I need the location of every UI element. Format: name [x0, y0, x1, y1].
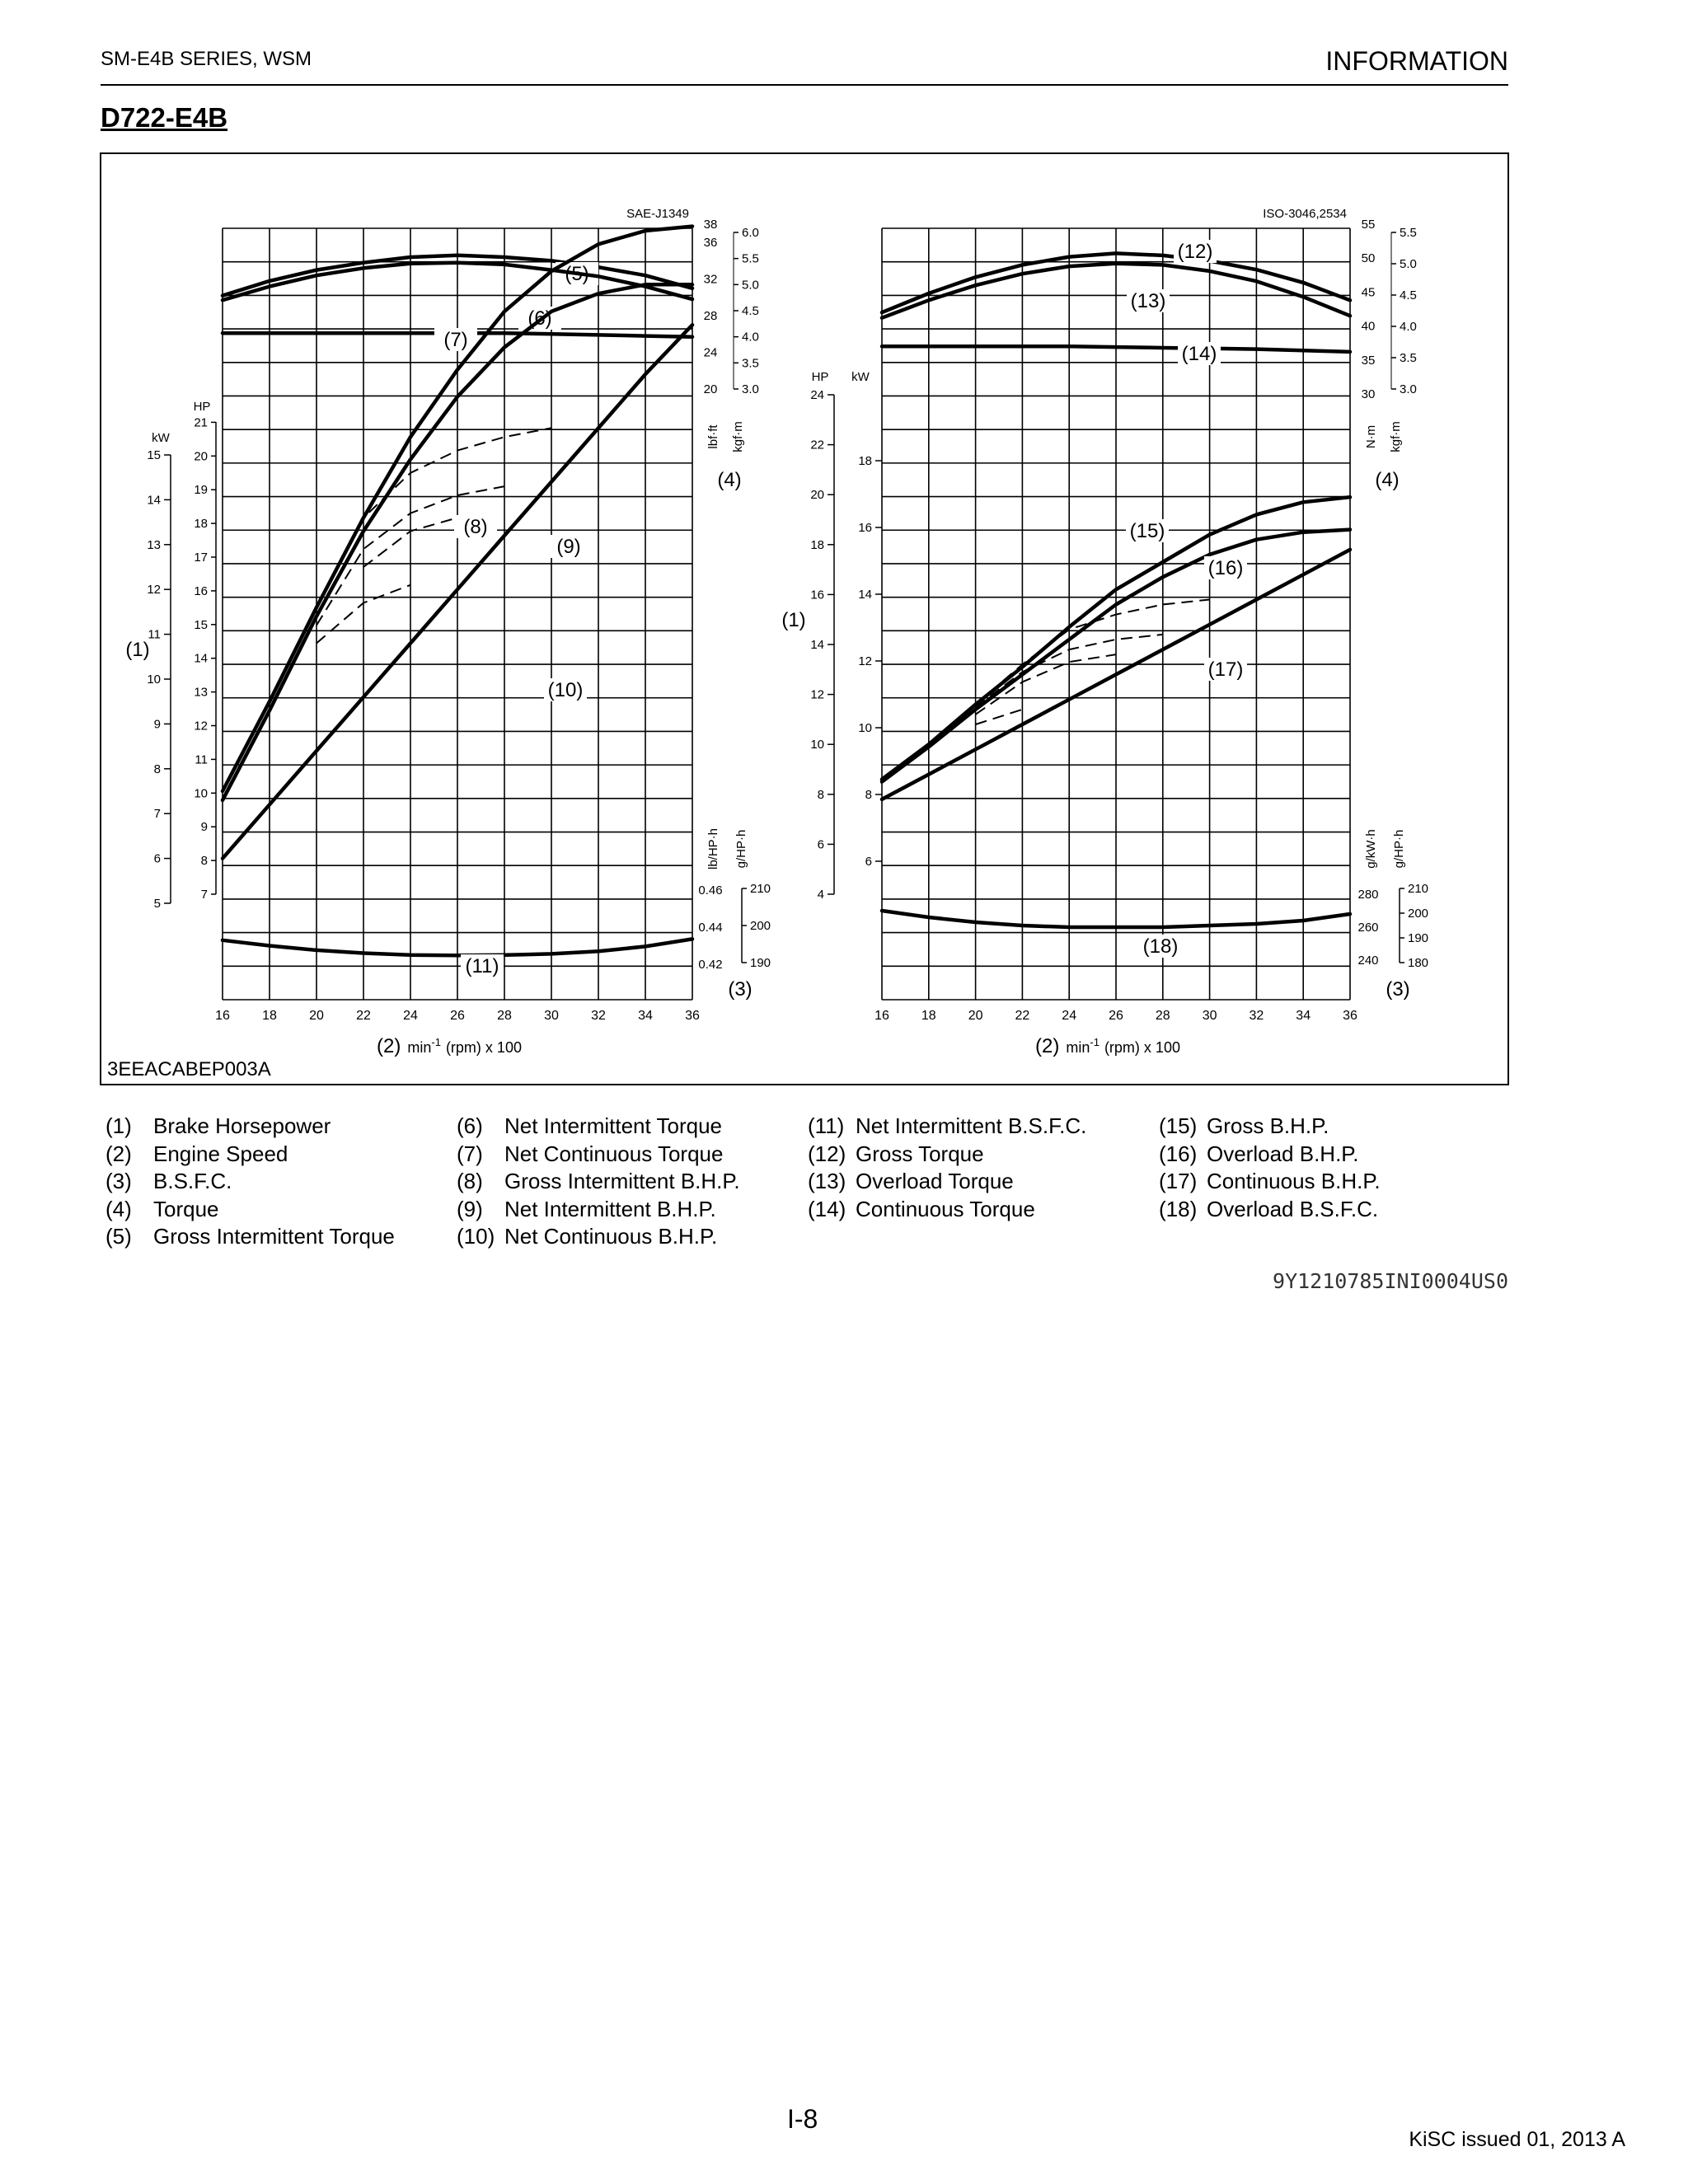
legend-item-label: Continuous B.H.P.: [1207, 1169, 1381, 1193]
torque-tick-label-secondary: 4.0: [1400, 320, 1417, 334]
hp-tick-label: 19: [194, 483, 208, 498]
bsfc-unit-primary: lb/HP·h: [706, 827, 720, 870]
series-label: (18): [1142, 935, 1179, 958]
hp-tick-label: 17: [194, 551, 208, 565]
bsfc-tick-label: 240: [1357, 954, 1379, 968]
torque-tick-label-secondary: 5.0: [742, 278, 759, 293]
series-label: (12): [1177, 241, 1213, 263]
legend-item-number: (7): [457, 1141, 483, 1166]
torque-tick-label: 32: [703, 272, 718, 287]
hp-tick-label: 13: [194, 685, 208, 700]
legend-item-number: (14): [808, 1196, 846, 1221]
hp-tick-label: 16: [194, 583, 208, 598]
x-tick-label: 22: [1015, 1009, 1030, 1023]
power-unit-kw: kW: [851, 370, 870, 384]
legend-item: [106, 1141, 395, 1169]
legend-item-label: Continuous Torque: [856, 1196, 1035, 1221]
bsfc-unit-secondary: g/HP·h: [1392, 829, 1406, 869]
hp-tick-label: 21: [194, 415, 208, 430]
bsfc-tick-label: 0.44: [698, 921, 723, 935]
overload-dashed-line: [316, 428, 551, 607]
legend-item: [106, 1113, 395, 1141]
torque-tick-label: 50: [1361, 251, 1376, 266]
hp-tick-label: 20: [194, 449, 208, 464]
test-standard-label: ISO-3046,2534: [1263, 207, 1347, 221]
legend-item-label: Net Intermittent Torque: [504, 1113, 722, 1138]
test-standard-label: SAE-J1349: [626, 207, 689, 221]
hp-tick-label: 8: [200, 854, 208, 869]
torque-tick-label-secondary: 5.5: [1400, 226, 1417, 240]
legend-item-label: Brake Horsepower: [153, 1113, 331, 1138]
x-tick-label: 18: [921, 1009, 936, 1023]
series-label: (11): [465, 955, 499, 977]
hp-tick-label: 24: [810, 388, 824, 402]
power-unit-hp: HP: [811, 370, 829, 384]
x-tick-label: 22: [356, 1009, 371, 1023]
hp-tick-label: 12: [194, 719, 208, 733]
chart-iso-3046-2534: [781, 207, 1428, 1057]
series-label: (16): [1207, 557, 1244, 579]
kw-tick-label: 10: [858, 721, 872, 735]
legend-item-label: Gross Intermittent Torque: [153, 1224, 395, 1249]
torque-axis-callout: (4): [717, 469, 742, 491]
bsfc-axis-callout: (3): [728, 978, 753, 1001]
series-label: (13): [1130, 290, 1166, 312]
legend-item-number: (4): [106, 1196, 132, 1221]
legend-item-label: Gross Torque: [856, 1141, 984, 1166]
bsfc-tick-label-secondary: 210: [1408, 882, 1429, 896]
engine-model-heading: D722-E4B: [101, 102, 228, 133]
bsfc-tick-label-secondary: 200: [750, 919, 771, 933]
torque-tick-label: 40: [1361, 319, 1376, 334]
kw-tick-label: 11: [148, 627, 161, 642]
legend-item-label: Gross B.H.P.: [1207, 1113, 1329, 1138]
legend-item-number: (5): [106, 1224, 132, 1249]
kw-tick-label: 8: [865, 788, 872, 802]
x-tick-label: 26: [1109, 1009, 1123, 1023]
x-axis-unit: min: [1066, 1039, 1090, 1056]
x-tick-label: 36: [685, 1009, 700, 1023]
hp-tick-label: 9: [200, 820, 208, 835]
hp-tick-label: 8: [817, 787, 824, 802]
legend-item: [457, 1196, 740, 1224]
kw-tick-label: 16: [858, 521, 872, 535]
series-label: (5): [565, 263, 589, 285]
legend-column-3: [808, 1113, 1086, 1223]
x-axis-callout: (2): [377, 1035, 401, 1057]
legend-item: [808, 1113, 1086, 1141]
torque-unit-secondary: kgf·m: [1389, 421, 1403, 452]
legend-item-label: Overload B.H.P.: [1207, 1141, 1359, 1166]
figure-id: 3EEACABEP003A: [107, 1058, 271, 1080]
hp-tick-label: 15: [194, 617, 208, 632]
x-tick-label: 30: [544, 1009, 559, 1023]
series-label: (6): [528, 307, 552, 330]
power-axis-callout: (1): [781, 609, 806, 631]
legend-item: [1159, 1196, 1381, 1224]
legend-item: [1159, 1141, 1381, 1169]
issue-note: KiSC issued 01, 2013 A: [1409, 2128, 1625, 2151]
torque-tick-label-secondary: 5.0: [1400, 257, 1417, 271]
torque-tick-label: 24: [703, 345, 718, 360]
torque-tick-label: 36: [703, 236, 718, 251]
hp-tick-label: 10: [810, 738, 824, 752]
series-label: (9): [556, 536, 581, 558]
torque-tick-label-secondary: 5.5: [742, 251, 759, 266]
x-tick-label: 30: [1202, 1009, 1217, 1023]
x-tick-label: 26: [450, 1009, 465, 1023]
kw-tick-label: 15: [147, 448, 161, 462]
hp-tick-label: 7: [200, 888, 208, 902]
bsfc-tick-label: 0.42: [698, 958, 723, 972]
legend-item-label: B.S.F.C.: [153, 1169, 232, 1193]
series-label: (8): [463, 516, 488, 538]
legend-item-label: Overload B.S.F.C.: [1207, 1196, 1379, 1221]
legend-item: [457, 1168, 740, 1196]
kw-tick-label: 5: [153, 897, 161, 911]
torque-axis: [1362, 218, 1417, 491]
torque-tick-label: 45: [1361, 285, 1376, 300]
x-tick-label: 16: [215, 1009, 230, 1023]
torque-tick-label-secondary: 3.5: [1400, 351, 1417, 365]
kw-tick-label: 7: [153, 807, 161, 822]
section-title: INFORMATION: [1325, 46, 1508, 76]
x-axis-unit-exponent: -1: [1090, 1036, 1100, 1048]
x-tick-label: 24: [403, 1009, 418, 1023]
kw-tick-label: 6: [153, 851, 161, 866]
chart-sae-j1349: [125, 207, 771, 1057]
x-tick-label: 32: [1249, 1009, 1264, 1023]
hp-tick-label: 11: [195, 752, 208, 767]
legend-item-number: (15): [1159, 1113, 1198, 1138]
legend-item: [457, 1141, 740, 1169]
kw-tick-label: 18: [858, 454, 872, 468]
legend-item-number: (16): [1159, 1141, 1198, 1166]
legend-item: [808, 1141, 1086, 1169]
legend-item: [1159, 1168, 1381, 1196]
legend-item-number: (2): [106, 1141, 132, 1166]
bsfc-tick-label-secondary: 190: [750, 956, 771, 970]
hp-tick-label: 22: [810, 438, 824, 452]
bsfc-axis: [698, 828, 771, 1001]
page-number: I-8: [787, 2104, 818, 2134]
bsfc-tick-label-secondary: 180: [1408, 956, 1429, 970]
torque-tick-label-secondary: 6.0: [742, 226, 759, 240]
hp-tick-label: 16: [810, 588, 824, 602]
hp-tick-label: 14: [194, 651, 208, 666]
legend-column-4: [1159, 1113, 1381, 1223]
legend-item: [808, 1196, 1086, 1224]
legend-item-label: Net Continuous Torque: [504, 1141, 724, 1166]
legend-item: [106, 1196, 395, 1224]
x-tick-label: 34: [638, 1009, 653, 1023]
torque-tick-label-secondary: 4.5: [1400, 288, 1417, 302]
x-tick-label: 34: [1296, 1009, 1311, 1023]
power-axis: [125, 400, 216, 911]
hp-tick-label: 14: [810, 638, 824, 652]
kw-tick-label: 14: [858, 588, 872, 602]
torque-tick-label-secondary: 3.0: [1400, 382, 1417, 396]
torque-tick-label-secondary: 3.0: [742, 382, 759, 396]
legend-item: [1159, 1113, 1381, 1141]
bsfc-tick-label: 260: [1357, 921, 1379, 935]
hp-tick-label: 20: [810, 488, 824, 503]
legend-item-label: Overload Torque: [856, 1169, 1014, 1193]
bsfc-tick-label: 0.46: [698, 883, 723, 898]
x-axis-unit: min: [407, 1039, 432, 1056]
legend-item-number: (9): [457, 1196, 483, 1221]
legend-item: [457, 1113, 740, 1141]
hp-tick-label: 4: [817, 888, 824, 902]
bsfc-tick-label: 280: [1357, 888, 1379, 902]
series-label: (17): [1207, 658, 1244, 681]
legend-item-number: (1): [106, 1113, 132, 1138]
legend-item-number: (6): [457, 1113, 483, 1138]
x-tick-label: 18: [262, 1009, 277, 1023]
hp-tick-label: 10: [194, 786, 208, 801]
kw-tick-label: 12: [858, 654, 872, 668]
legend-item-number: (8): [457, 1169, 483, 1193]
x-tick-label: 20: [309, 1009, 324, 1023]
torque-tick-label: 35: [1361, 353, 1376, 368]
legend-column-1: [106, 1113, 395, 1251]
bsfc-axis: [1357, 829, 1428, 1001]
kw-tick-label: 13: [147, 537, 161, 552]
legend-item: [457, 1223, 740, 1251]
legend-item-label: Torque: [153, 1196, 219, 1221]
legend-item-number: (17): [1159, 1169, 1198, 1193]
legend-item: [106, 1168, 395, 1196]
legend-item-label: Net Intermittent B.S.F.C.: [856, 1113, 1087, 1138]
x-axis-unit-exponent: -1: [431, 1036, 441, 1048]
legend-item-label: Engine Speed: [153, 1141, 288, 1166]
x-axis-callout: (2): [1035, 1035, 1060, 1057]
kw-tick-label: 14: [147, 493, 161, 508]
x-axis-title: [377, 1035, 522, 1057]
series-label: (7): [443, 329, 468, 351]
kw-tick-label: 9: [153, 717, 161, 732]
x-tick-label: 24: [1062, 1009, 1077, 1023]
manual-series-title: SM-E4B SERIES, WSM: [101, 48, 312, 70]
torque-tick-label: 28: [703, 309, 718, 324]
x-tick-label: 20: [968, 1009, 983, 1023]
kw-tick-label: 10: [147, 673, 161, 687]
legend-item-label: Gross Intermittent B.H.P.: [504, 1169, 740, 1193]
torque-unit-primary: lbf·ft: [706, 424, 720, 449]
bsfc-tick-label-secondary: 200: [1408, 907, 1429, 921]
bsfc-axis-callout: (3): [1386, 978, 1410, 1001]
power-axis: [781, 370, 882, 902]
legend-item-number: (3): [106, 1169, 132, 1193]
series-label: (15): [1129, 520, 1165, 542]
kw-tick-label: 12: [147, 583, 161, 598]
bsfc-tick-label-secondary: 210: [750, 882, 771, 896]
x-axis-unit-rest: (rpm) x 100: [1104, 1039, 1180, 1056]
hp-tick-label: 6: [817, 837, 824, 852]
x-tick-label: 32: [591, 1009, 606, 1023]
legend-item-number: (12): [808, 1141, 846, 1166]
torque-unit-primary: N·m: [1364, 424, 1378, 449]
series-label: (10): [547, 679, 584, 701]
torque-axis-callout: (4): [1375, 469, 1400, 491]
x-tick-label: 16: [874, 1009, 889, 1023]
bsfc-unit-primary: g/kW·h: [1364, 829, 1378, 869]
torque-axis: [704, 218, 759, 491]
kw-tick-label: 6: [865, 855, 872, 869]
legend-item-label: Net Continuous B.H.P.: [504, 1224, 718, 1249]
kw-tick-label: 8: [153, 762, 161, 776]
torque-tick-label: 20: [703, 382, 718, 396]
x-tick-label: 36: [1343, 1009, 1357, 1023]
legend-item: [808, 1168, 1086, 1196]
x-axis-unit-rest: (rpm) x 100: [445, 1039, 522, 1056]
hp-tick-label: 18: [810, 537, 824, 552]
document-id: 9Y1210785INI0004US0: [1273, 1269, 1508, 1293]
torque-tick-label-secondary: 3.5: [742, 356, 759, 371]
series-label: (14): [1181, 343, 1217, 365]
torque-tick-label: 30: [1361, 387, 1376, 401]
power-unit-hp: HP: [193, 400, 211, 414]
bsfc-tick-label-secondary: 190: [1408, 931, 1429, 945]
torque-tick-label-secondary: 4.5: [742, 304, 759, 318]
legend-item-number: (11): [808, 1113, 845, 1138]
x-tick-label: 28: [497, 1009, 512, 1023]
overload-dashed-line: [976, 710, 1023, 724]
power-unit-kw: kW: [152, 431, 170, 445]
legend-item-number: (18): [1159, 1196, 1198, 1221]
torque-tick-label: 38: [703, 218, 718, 232]
torque-unit-secondary: kgf·m: [731, 421, 745, 452]
hp-tick-label: 12: [810, 687, 824, 702]
legend-item: [106, 1223, 395, 1251]
legend-item-label: Net Intermittent B.H.P.: [504, 1196, 716, 1221]
bsfc-unit-secondary: g/HP·h: [734, 829, 748, 869]
x-tick-label: 28: [1155, 1009, 1170, 1023]
legend-item-number: (13): [808, 1169, 846, 1193]
legend-column-2: [457, 1113, 740, 1251]
hp-tick-label: 18: [194, 517, 208, 532]
legend-item-number: (10): [457, 1224, 495, 1249]
torque-tick-label-secondary: 4.0: [742, 330, 759, 344]
torque-tick-label: 55: [1361, 218, 1376, 232]
x-axis-title: [1035, 1035, 1180, 1057]
power-axis-callout: (1): [125, 639, 150, 661]
